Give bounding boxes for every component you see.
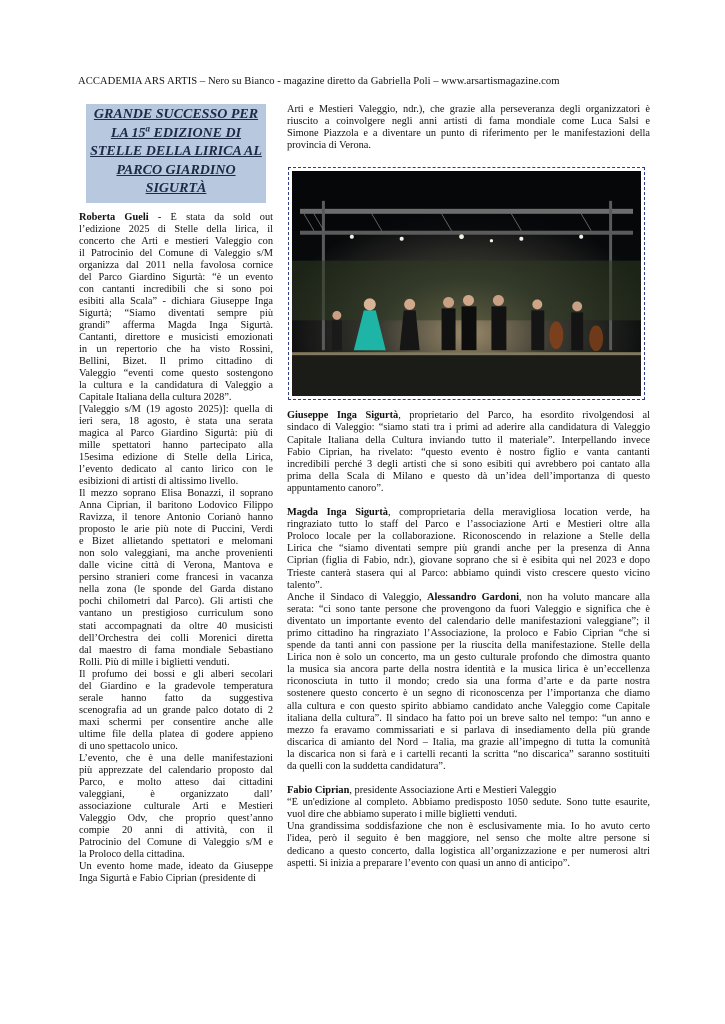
text-line: Capitale Italiana della cultura 2028”. bbox=[79, 392, 232, 404]
text-line: Una grandissima soddisfazione che non è esclusivamente mia. Io ho avuto certo bbox=[287, 821, 650, 833]
speaker-name: Magda Inga Sigurtà bbox=[287, 507, 388, 519]
text-line: prima della Scala di Milano e questo dà un’idea dell’importanza di questo bbox=[287, 470, 650, 482]
text-line: mille spettatori hanno partecipato alla bbox=[79, 440, 273, 452]
text-line: vantano un prestigioso curriculum sono bbox=[79, 608, 273, 620]
text-line: Anna Ciprian, il baritono Lodovico Filippo bbox=[79, 500, 273, 512]
text-line: concerto che Arti e mestieri Valeggio con bbox=[79, 236, 273, 247]
text-line: maxi schermi per consentire anche alle bbox=[79, 716, 273, 728]
text-line: Proloco locale per la collaborazione. Riconoscendo in relazione a Stelle della bbox=[287, 531, 650, 543]
text-line: scenografia ad un grande palco dotato di 2 bbox=[79, 704, 273, 716]
paragraph-giuseppe bbox=[287, 410, 650, 495]
text-line: Roberta Gueli - È stata da sold out bbox=[79, 211, 273, 223]
text-line: e Bizet allietando spettatori e melomani bbox=[79, 536, 273, 548]
text-line: Magda Inga Sigurtà, comproprietaria della meravigliosa location verde, ha bbox=[287, 507, 650, 519]
text-line: Fabio Ciprian, presidente Associazione Arti e Mestieri Valeggio bbox=[287, 785, 557, 797]
text-line: 15esima edizione di Stelle della Lirica, bbox=[79, 452, 273, 464]
text-line: la musica sia ancora parte della nostra identità e la musica lirica è un’eccellenza bbox=[287, 664, 650, 676]
photo-frame bbox=[288, 167, 645, 400]
text-line: discarica di amianto del Nord – Italia, ma grazie all’impegno di tutta la comunità bbox=[287, 736, 650, 748]
text-line: del Parco Giardino Sigurtà: “è un evento bbox=[79, 272, 273, 284]
text-line: Lirica non è solo un concerto, ma un gesto culturale profondo che dimostra quanto bbox=[287, 652, 650, 664]
text-line: vuol dire che abbiamo superato i mille biglietti venduti. bbox=[287, 809, 518, 821]
magazine-header: ACCADEMIA ARS ARTIS – Nero su Bianco - magazine diretto da Gabriella Poli – www.arsartismagazine.com bbox=[78, 76, 560, 87]
text-line: la cultura e la candidatura di Valeggio a bbox=[79, 380, 273, 392]
text-line: in un repertorio che ha visto Rossini, bbox=[79, 344, 273, 356]
text-line: Ciprian (figlia di Fabio, ndr.), giovane soprano che si è esibita qui nel 2023 e dopo bbox=[287, 555, 650, 567]
text-line: L’evento, che è una delle manifestazioni bbox=[79, 752, 273, 764]
author-name: Roberta Gueli bbox=[79, 211, 149, 223]
text-line: riconosciuta in tutto il mondo; credo sia una forma d’arte e da parte nostra bbox=[287, 676, 650, 688]
text-line: Sigurtà; “Siamo diventati sempre più bbox=[79, 308, 273, 320]
left-column-body bbox=[79, 212, 273, 885]
text-line: con cantanti incredibili che si sono poi bbox=[79, 284, 273, 296]
text-line: serale hanno fatto da suggestiva bbox=[79, 692, 273, 704]
text-line: più apprezzate del calendario proposto dal bbox=[79, 764, 273, 776]
speaker-name: Alessandro Gardoni bbox=[427, 591, 519, 603]
speaker-name: Fabio Ciprian bbox=[287, 785, 350, 797]
left-column bbox=[79, 104, 273, 885]
text-line: Il profumo dei bossi e gli alberi secolari bbox=[79, 668, 273, 680]
text-line: l’edizione 2025 di Stelle della lirica, il bbox=[79, 223, 273, 235]
text-line: appuntamento canoro”. bbox=[287, 482, 384, 494]
text-line: ieri sera, 18 agosto, è stata una serata bbox=[79, 416, 273, 428]
text-line: Il mezzo soprano Elisa Bonazzi, il soprano bbox=[79, 488, 273, 500]
text-line: Simone Piazzola e a diventare un punto di riferimento per le manifestazioni della bbox=[287, 128, 650, 140]
text-line: Giuseppe Inga Sigurtà, proprietario del Parco, ha esordito rivolgendosi al bbox=[287, 410, 650, 422]
text-line: Valeggio Odv, che proprio quest’anno bbox=[79, 812, 273, 824]
text-line: grandi” afferma Magda Inga Sigurtà. bbox=[79, 320, 273, 332]
text-line: primo cittadino ha ringraziato l’Associazione, la proloco e Fabio Ciprian “che si bbox=[287, 627, 650, 639]
text-line: proposto le arie più note di Puccini, Verdi bbox=[79, 524, 273, 536]
text-line: Un evento home made, ideato da Giuseppe bbox=[79, 860, 273, 872]
text-line: del Giardino e la gradevole temperatura bbox=[79, 680, 273, 692]
text-line: Trieste canterà stasera qui al Parco: abbiamo quindi visto crescere questo vicino bbox=[287, 567, 650, 579]
text-line: ringraziato tutto lo staff del Parco e l’associazione Arti e Mestieri oltre alla bbox=[287, 519, 650, 531]
text-line: da quelli con la suddetta candidatura”. bbox=[287, 761, 446, 772]
text-line: Rolli. Più di mille i biglietti venduti. bbox=[79, 656, 230, 668]
text-line: di uno spettacolo unico. bbox=[79, 740, 178, 752]
text-line: spende da tanti anni con passione per la riuscita della manifestazione. Stelle della bbox=[287, 640, 650, 652]
text-line: organizza dal 2011 nella favolosa cornice bbox=[79, 260, 273, 272]
text-line: diventato un importante evento del calendario delle manifestazioni valeggiane”; il bbox=[287, 615, 650, 627]
text-line: italiana della cultura”. Il sindaco ha fatto poi un breve salto nel tempo: “un anno e bbox=[287, 712, 650, 724]
text-line: compie 20 anni di attività, con il bbox=[79, 824, 273, 836]
text-line: Patrocinio del Comune di Valeggio s/M e bbox=[79, 836, 273, 848]
text-line: talento”. bbox=[287, 579, 323, 591]
text-line: dedicano a questo concerto, dalla logistica all’organizzazione e per numerosi altri bbox=[287, 845, 650, 857]
right-column bbox=[287, 104, 650, 870]
text-line: persino stranieri come francesi in vacanza bbox=[79, 572, 273, 584]
text-line: Inga Sigurtà e Fabio Ciprian (presidente di bbox=[79, 872, 256, 884]
text-line: associazione culturale Arti e Mestieri bbox=[79, 800, 273, 812]
text-line: non solo valeggiani, ma anche provenienti bbox=[79, 548, 273, 560]
text-line: la discarica non si farà e i cartelli recanti la scritta “no discarica” saranno sostituiti bbox=[287, 748, 650, 760]
paragraph-fabio bbox=[287, 785, 650, 870]
text-line: serata: “ci sono tante persone che provengono da fuori Valeggio e significa che è bbox=[287, 603, 650, 615]
text-line: valeggiani, è organizzato dall’ bbox=[79, 788, 273, 800]
text-line: Ravizza, il tenore Antonio Corianò hanno bbox=[79, 512, 273, 524]
text-line: stati accompagnati da oltre 40 musicisti bbox=[79, 620, 273, 632]
text-line: Arti e Mestieri Valeggio, ndr.), che grazie alla perseveranza degli organizzatori è bbox=[287, 104, 650, 115]
paragraph-magda bbox=[287, 507, 650, 592]
text-line: esibiti alla Scala” - dichiara Giuseppe Inga bbox=[79, 296, 273, 308]
text-line: ultime file della platea di godere appieno bbox=[79, 728, 273, 740]
text-line: Anche il Sindaco di Valeggio, Alessandro Gardoni, non ha voluto mancare alla bbox=[287, 591, 650, 603]
text-line: Bellini, Bizet. Il primo cittadino di bbox=[79, 356, 273, 368]
text-line: il Patrocinio del Comune di Valeggio s/M bbox=[79, 248, 273, 260]
text-line: esibizioni di artisti di altissimo livello. bbox=[79, 476, 239, 488]
text-line: Capitale Italiana della Cultura inviando tutto il materiale”. Interpellando invece bbox=[287, 434, 650, 446]
speaker-name: Giuseppe Inga Sigurtà bbox=[287, 410, 399, 422]
text-line: riuscito a coinvolgere negli anni artisti di fama mondiale come Luca Salsi e bbox=[287, 116, 650, 128]
text-line: “È un'edizione al completo. Abbiamo predisposto 1050 sedute. Sono tutte esaurite, bbox=[287, 797, 650, 809]
text-line: l'idea, però il seguito è ben maggiore, nel senso che molte altre persone si bbox=[287, 833, 650, 845]
text-line: l’evento dedicato al canto lirico con le bbox=[79, 464, 273, 476]
text-line: incredibili perché 3 degli artisti che si sono esibiti qui avrebbero poi cantato alla bbox=[287, 458, 650, 470]
text-line: Parco, e molto atteso dai cittadini bbox=[79, 776, 273, 788]
text-line: sostenere questo concerto è un segno di riconoscenza per l’importanza che diamo bbox=[287, 688, 650, 700]
text-line: dalle vicine città di Verona, Mantova e bbox=[79, 560, 273, 572]
text-line: sindaco di Valeggio: “siamo stati tra i primi ad aderire alla candidatura di Valeggio bbox=[287, 422, 650, 434]
text-line: Fabio Ciprian, ha rivelato: “questo evento è nostro figlio e vanta cantanti bbox=[287, 446, 650, 458]
text-line: alla cultura e con questo spirito abbiamo candidato anche Valeggio come Capitale bbox=[287, 700, 650, 712]
text-line: mezzo fa eravamo commissariati e si parlava di insediamento della più grande bbox=[287, 724, 650, 736]
text-line: Lirica che “siamo diventati sempre più grandi anche per la presenza di Anna bbox=[287, 543, 650, 555]
text-line: nella zona (le sponde del Garda distano bbox=[79, 584, 273, 596]
text-line: Cantanti, direttore e musicisti emozionati bbox=[79, 332, 273, 344]
text-line: magica al Parco Giardino Sigurtà: più di bbox=[79, 428, 273, 440]
concert-stage-photo bbox=[292, 171, 641, 396]
text-line: dal maestro di fama mondiale Sebastiano bbox=[79, 644, 273, 656]
paragraph-sindaco bbox=[287, 592, 650, 773]
text-line: [Valeggio s/M (19 agosto 2025)]: quella di bbox=[79, 404, 273, 416]
text-line: la Proloco della cittadina. bbox=[79, 848, 185, 860]
text-line: pochi chilometri dal Parco). Gli artisti che bbox=[79, 596, 273, 608]
article-title: GRANDE SUCCESSO PER LA 15$^a$ EDIZIONE DI STELLE DELLA LIRICA AL PARCO GIARDINO SIGURTÀ bbox=[86, 104, 266, 203]
text-line: provincia di Verona. bbox=[287, 140, 371, 152]
text-line: dell’Orchestra dei colli Morenici diretta bbox=[79, 632, 273, 644]
text-line: aspetti. Si inizia a preparare l’evento con quasi un anno di anticipo”. bbox=[287, 857, 570, 869]
intro-continuation bbox=[287, 104, 650, 152]
text-line: Valeggio “eventi come questo sostengono bbox=[79, 368, 273, 380]
